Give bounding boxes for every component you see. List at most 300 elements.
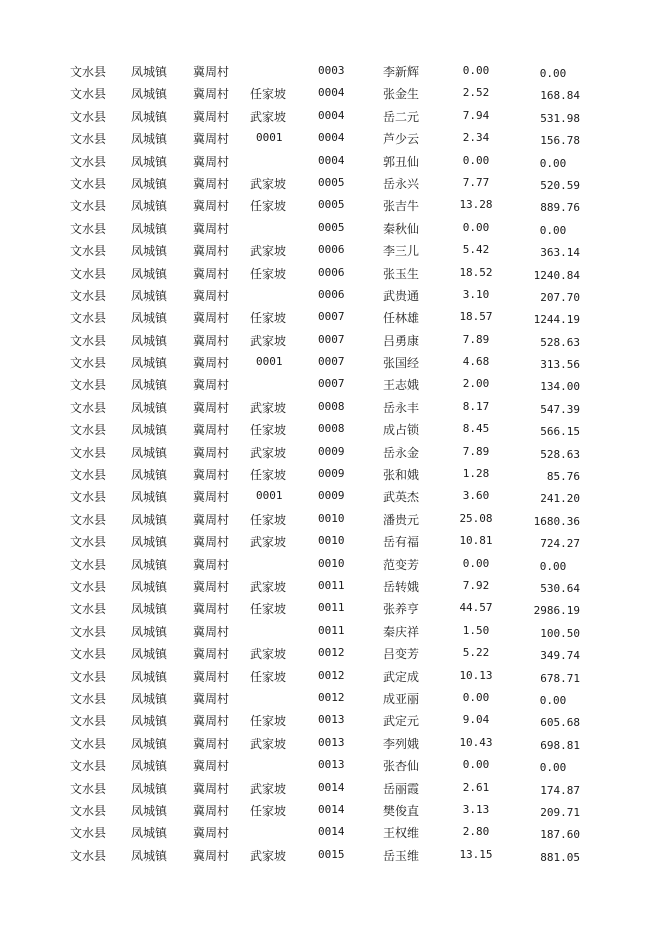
village-cell: 冀周村 (193, 736, 230, 751)
county-cell: 文水县 (70, 535, 107, 550)
county-cell: 文水县 (70, 848, 107, 863)
household-no-cell: 0013 (318, 735, 345, 749)
table-row (0, 217, 662, 239)
county-cell: 文水县 (70, 669, 107, 684)
village-cell: 冀周村 (193, 714, 230, 729)
county-cell: 文水县 (70, 154, 107, 169)
county-cell: 文水县 (70, 423, 107, 438)
village-cell: 冀周村 (193, 244, 230, 259)
name-cell: 岳玉维 (383, 848, 420, 863)
area-cell: 10.13 (459, 668, 493, 682)
area-cell: 1.28 (462, 467, 490, 481)
county-cell: 文水县 (70, 602, 107, 617)
household-no-cell: 0009 (318, 489, 345, 503)
name-cell: 武英杰 (383, 490, 420, 505)
household-no-cell: 0008 (318, 399, 345, 413)
name-cell: 岳永兴 (383, 176, 420, 191)
village-cell: 冀周村 (193, 848, 230, 863)
amount-cell: 698.81 (540, 738, 580, 752)
name-cell: 张养亨 (383, 602, 420, 617)
amount-cell: 0.00 (539, 761, 567, 775)
county-cell: 文水县 (70, 691, 107, 706)
name-cell: 吕勇康 (383, 333, 420, 348)
amount-cell: 889.76 (540, 201, 580, 215)
table-row (0, 105, 662, 127)
area-cell: 2.61 (462, 780, 490, 794)
county-cell: 文水县 (70, 624, 107, 639)
name-cell: 岳转娥 (383, 579, 420, 594)
table-row (0, 799, 662, 821)
household-no-cell: 0010 (318, 511, 345, 525)
name-cell: 王志娥 (383, 378, 420, 393)
county-cell: 文水县 (70, 132, 107, 147)
village-cell: 冀周村 (193, 781, 230, 796)
village-cell: 冀周村 (193, 288, 230, 303)
table-row (0, 262, 662, 284)
area-cell: 25.08 (459, 511, 493, 525)
county-cell: 文水县 (70, 445, 107, 460)
area-cell: 3.13 (462, 802, 490, 816)
town-cell: 凤城镇 (131, 781, 168, 796)
table-row (0, 373, 662, 395)
town-cell: 凤城镇 (131, 378, 168, 393)
group-cell: 任家坡 (250, 803, 287, 818)
table-row (0, 60, 662, 82)
town-cell: 凤城镇 (131, 288, 168, 303)
town-cell: 凤城镇 (131, 803, 168, 818)
county-cell: 文水县 (70, 65, 107, 79)
amount-cell: 1240.84 (533, 268, 580, 282)
town-cell: 凤城镇 (131, 848, 168, 863)
county-cell: 文水县 (70, 468, 107, 483)
area-cell: 13.28 (459, 198, 493, 212)
town-cell: 凤城镇 (131, 199, 168, 214)
village-cell: 冀周村 (193, 87, 230, 102)
town-cell: 凤城镇 (131, 176, 168, 191)
group-cell: 武家坡 (250, 736, 287, 751)
name-cell: 武贵通 (383, 288, 420, 303)
town-cell: 凤城镇 (131, 759, 168, 774)
household-no-cell: 0006 (318, 287, 345, 301)
table-row (0, 239, 662, 261)
amount-cell: 520.59 (540, 178, 580, 192)
county-cell: 文水县 (70, 356, 107, 371)
town-cell: 凤城镇 (131, 647, 168, 662)
group-cell: 任家坡 (250, 714, 287, 729)
amount-cell: 0.00 (539, 67, 567, 80)
name-cell: 张杏仙 (383, 759, 420, 774)
county-cell: 文水县 (70, 333, 107, 348)
village-cell: 冀周村 (193, 221, 230, 236)
amount-cell: 349.74 (540, 649, 580, 663)
county-cell: 文水县 (70, 736, 107, 751)
village-cell: 冀周村 (193, 826, 230, 841)
county-cell: 文水县 (70, 557, 107, 572)
town-cell: 凤城镇 (131, 109, 168, 124)
group-cell: 武家坡 (250, 333, 287, 348)
table-row (0, 463, 662, 485)
county-cell: 文水县 (70, 826, 107, 841)
town-cell: 凤城镇 (131, 423, 168, 438)
amount-cell: 2986.19 (533, 604, 580, 618)
amount-cell: 547.39 (540, 402, 580, 416)
village-cell: 冀周村 (193, 266, 230, 281)
household-no-cell: 0014 (318, 802, 345, 816)
town-cell: 凤城镇 (131, 669, 168, 684)
amount-cell: 187.60 (540, 828, 580, 842)
data-table (0, 60, 662, 866)
group-cell: 武家坡 (250, 848, 287, 863)
household-no-cell: 0004 (318, 153, 345, 167)
amount-cell: 0.00 (539, 156, 567, 170)
table-row (0, 485, 662, 507)
county-cell: 文水县 (70, 512, 107, 527)
area-cell: 2.80 (462, 825, 490, 839)
household-no-cell: 0013 (318, 758, 345, 772)
group-cell: 0001 (256, 131, 283, 145)
household-no-cell: 0006 (318, 265, 345, 279)
table-row (0, 844, 662, 866)
county-cell: 文水县 (70, 579, 107, 594)
town-cell: 凤城镇 (131, 221, 168, 236)
village-cell: 冀周村 (193, 557, 230, 572)
name-cell: 岳永丰 (383, 400, 420, 415)
area-cell: 0.00 (462, 556, 490, 570)
village-cell: 冀周村 (193, 691, 230, 706)
table-row (0, 418, 662, 440)
household-no-cell: 0007 (318, 310, 345, 324)
table-row (0, 329, 662, 351)
household-no-cell: 0012 (318, 690, 345, 704)
village-cell: 冀周村 (193, 624, 230, 639)
town-cell: 凤城镇 (131, 132, 168, 147)
area-cell: 18.57 (459, 310, 493, 324)
table-row (0, 194, 662, 216)
amount-cell: 134.00 (540, 380, 580, 394)
amount-cell: 881.05 (540, 850, 580, 864)
name-cell: 樊俊直 (383, 803, 420, 818)
county-cell: 文水县 (70, 378, 107, 393)
county-cell: 文水县 (70, 714, 107, 729)
name-cell: 张国经 (383, 356, 420, 371)
name-cell: 王权维 (383, 826, 420, 841)
area-cell: 0.00 (462, 690, 490, 704)
village-cell: 冀周村 (193, 311, 230, 326)
household-no-cell: 0010 (318, 556, 345, 570)
village-cell: 冀周村 (193, 647, 230, 662)
amount-cell: 530.64 (540, 581, 580, 595)
name-cell: 张玉生 (383, 266, 420, 281)
household-no-cell: 0004 (318, 131, 345, 145)
area-cell: 5.42 (462, 243, 490, 257)
name-cell: 任林雄 (383, 311, 420, 326)
county-cell: 文水县 (70, 221, 107, 236)
group-cell: 武家坡 (250, 109, 287, 124)
name-cell: 武定元 (383, 714, 420, 729)
area-cell: 0.00 (462, 220, 490, 234)
village-cell: 冀周村 (193, 378, 230, 393)
area-cell: 4.68 (462, 355, 490, 369)
area-cell: 7.94 (462, 108, 490, 122)
group-cell: 武家坡 (250, 781, 287, 796)
group-cell: 任家坡 (250, 199, 287, 214)
group-cell: 任家坡 (250, 602, 287, 617)
village-cell: 冀周村 (193, 669, 230, 684)
table-row (0, 732, 662, 754)
amount-cell: 207.70 (540, 290, 580, 304)
household-no-cell: 0006 (318, 243, 345, 257)
area-cell: 44.57 (459, 601, 493, 615)
town-cell: 凤城镇 (131, 154, 168, 169)
amount-cell: 531.98 (540, 111, 580, 125)
table-row (0, 620, 662, 642)
village-cell: 冀周村 (193, 65, 230, 79)
table-row (0, 821, 662, 843)
group-cell: 武家坡 (250, 445, 287, 460)
name-cell: 武定成 (383, 669, 420, 684)
group-cell: 武家坡 (250, 176, 287, 191)
amount-cell: 168.84 (540, 89, 580, 103)
town-cell: 凤城镇 (131, 736, 168, 751)
amount-cell: 566.15 (540, 425, 580, 439)
household-no-cell: 0013 (318, 713, 345, 727)
table-row (0, 284, 662, 306)
table-row (0, 396, 662, 418)
area-cell: 8.45 (462, 422, 490, 436)
county-cell: 文水县 (70, 109, 107, 124)
village-cell: 冀周村 (193, 423, 230, 438)
group-cell: 武家坡 (250, 647, 287, 662)
village-cell: 冀周村 (193, 759, 230, 774)
village-cell: 冀周村 (193, 468, 230, 483)
county-cell: 文水县 (70, 176, 107, 191)
group-cell: 武家坡 (250, 400, 287, 415)
name-cell: 李三儿 (383, 244, 420, 259)
amount-cell: 241.20 (540, 492, 580, 506)
table-row (0, 306, 662, 328)
amount-cell: 0.00 (539, 223, 567, 237)
town-cell: 凤城镇 (131, 490, 168, 505)
county-cell: 文水县 (70, 87, 107, 102)
household-no-cell: 0005 (318, 198, 345, 212)
town-cell: 凤城镇 (131, 579, 168, 594)
household-no-cell: 0007 (318, 377, 345, 391)
household-no-cell: 0009 (318, 444, 345, 458)
table-row (0, 642, 662, 664)
area-cell: 5.22 (462, 646, 490, 660)
household-no-cell: 0011 (318, 623, 345, 637)
household-no-cell: 0014 (318, 825, 345, 839)
town-cell: 凤城镇 (131, 356, 168, 371)
table-row (0, 553, 662, 575)
village-cell: 冀周村 (193, 176, 230, 191)
amount-cell: 0.00 (539, 693, 567, 707)
amount-cell: 724.27 (540, 537, 580, 551)
name-cell: 芦少云 (383, 132, 420, 147)
amount-cell: 605.68 (540, 716, 580, 730)
table-row (0, 597, 662, 619)
town-cell: 凤城镇 (131, 691, 168, 706)
area-cell: 1.50 (462, 623, 490, 637)
village-cell: 冀周村 (193, 333, 230, 348)
name-cell: 张吉牛 (383, 199, 420, 214)
village-cell: 冀周村 (193, 579, 230, 594)
household-no-cell: 0014 (318, 780, 345, 794)
table-row (0, 150, 662, 172)
town-cell: 凤城镇 (131, 87, 168, 102)
name-cell: 秦庆祥 (383, 624, 420, 639)
name-cell: 李列娥 (383, 736, 420, 751)
household-no-cell: 0011 (318, 578, 345, 592)
town-cell: 凤城镇 (131, 535, 168, 550)
group-cell: 任家坡 (250, 512, 287, 527)
amount-cell: 209.71 (540, 805, 580, 819)
town-cell: 凤城镇 (131, 468, 168, 483)
household-no-cell: 0003 (318, 64, 345, 77)
amount-cell: 528.63 (540, 447, 580, 461)
area-cell: 10.81 (459, 534, 493, 548)
area-cell: 3.60 (462, 489, 490, 503)
household-no-cell: 0015 (318, 847, 345, 861)
group-cell: 武家坡 (250, 579, 287, 594)
group-cell: 0001 (256, 355, 283, 369)
name-cell: 李新辉 (383, 65, 420, 79)
household-no-cell: 0009 (318, 467, 345, 481)
town-cell: 凤城镇 (131, 400, 168, 415)
amount-cell: 313.56 (540, 358, 580, 372)
household-no-cell: 0012 (318, 646, 345, 660)
county-cell: 文水县 (70, 803, 107, 818)
town-cell: 凤城镇 (131, 602, 168, 617)
table-row (0, 172, 662, 194)
group-cell: 任家坡 (250, 311, 287, 326)
village-cell: 冀周村 (193, 199, 230, 214)
county-cell: 文水县 (70, 400, 107, 415)
town-cell: 凤城镇 (131, 714, 168, 729)
area-cell: 13.15 (459, 847, 493, 861)
village-cell: 冀周村 (193, 109, 230, 124)
town-cell: 凤城镇 (131, 333, 168, 348)
county-cell: 文水县 (70, 759, 107, 774)
town-cell: 凤城镇 (131, 311, 168, 326)
group-cell: 任家坡 (250, 423, 287, 438)
village-cell: 冀周村 (193, 512, 230, 527)
village-cell: 冀周村 (193, 132, 230, 147)
table-row (0, 777, 662, 799)
town-cell: 凤城镇 (131, 512, 168, 527)
town-cell: 凤城镇 (131, 244, 168, 259)
name-cell: 张和娥 (383, 468, 420, 483)
area-cell: 8.17 (462, 399, 490, 413)
area-cell: 2.52 (462, 86, 490, 100)
table-row (0, 508, 662, 530)
table-row (0, 351, 662, 373)
group-cell: 任家坡 (250, 266, 287, 281)
area-cell: 7.89 (462, 444, 490, 458)
name-cell: 秦秋仙 (383, 221, 420, 236)
county-cell: 文水县 (70, 244, 107, 259)
amount-cell: 678.71 (540, 671, 580, 685)
name-cell: 吕变芳 (383, 647, 420, 662)
area-cell: 9.04 (462, 713, 490, 727)
table-row (0, 709, 662, 731)
area-cell: 10.43 (459, 735, 493, 749)
amount-cell: 174.87 (540, 783, 580, 797)
household-no-cell: 0004 (318, 86, 345, 100)
name-cell: 范变芳 (383, 557, 420, 572)
household-no-cell: 0005 (318, 175, 345, 189)
town-cell: 凤城镇 (131, 624, 168, 639)
amount-cell: 156.78 (540, 134, 580, 148)
household-no-cell: 0008 (318, 422, 345, 436)
household-no-cell: 0007 (318, 332, 345, 346)
amount-cell: 528.63 (540, 335, 580, 349)
area-cell: 0.00 (462, 153, 490, 167)
group-cell: 任家坡 (250, 87, 287, 102)
village-cell: 冀周村 (193, 803, 230, 818)
county-cell: 文水县 (70, 490, 107, 505)
village-cell: 冀周村 (193, 400, 230, 415)
town-cell: 凤城镇 (131, 557, 168, 572)
area-cell: 7.92 (462, 578, 490, 592)
table-row (0, 754, 662, 776)
table-row (0, 530, 662, 552)
household-no-cell: 0004 (318, 108, 345, 122)
table-row (0, 82, 662, 104)
county-cell: 文水县 (70, 199, 107, 214)
area-cell: 0.00 (462, 758, 490, 772)
area-cell: 7.89 (462, 332, 490, 346)
village-cell: 冀周村 (193, 154, 230, 169)
household-no-cell: 0011 (318, 601, 345, 615)
county-cell: 文水县 (70, 311, 107, 326)
household-no-cell: 0010 (318, 534, 345, 548)
county-cell: 文水县 (70, 266, 107, 281)
name-cell: 郭丑仙 (383, 154, 420, 169)
table-row (0, 127, 662, 149)
village-cell: 冀周村 (193, 490, 230, 505)
amount-cell: 1244.19 (533, 313, 580, 327)
town-cell: 凤城镇 (131, 445, 168, 460)
group-cell: 武家坡 (250, 244, 287, 259)
group-cell: 0001 (256, 489, 283, 503)
name-cell: 岳有福 (383, 535, 420, 550)
county-cell: 文水县 (70, 781, 107, 796)
name-cell: 张金生 (383, 87, 420, 102)
name-cell: 潘贵元 (383, 512, 420, 527)
amount-cell: 85.76 (546, 470, 580, 484)
village-cell: 冀周村 (193, 535, 230, 550)
county-cell: 文水县 (70, 647, 107, 662)
area-cell: 18.52 (459, 265, 493, 279)
town-cell: 凤城镇 (131, 826, 168, 841)
area-cell: 2.00 (462, 377, 490, 391)
group-cell: 武家坡 (250, 535, 287, 550)
area-cell: 7.77 (462, 175, 490, 189)
table-row (0, 441, 662, 463)
name-cell: 成亚丽 (383, 691, 420, 706)
amount-cell: 100.50 (540, 626, 580, 640)
name-cell: 岳丽霞 (383, 781, 420, 796)
county-cell: 文水县 (70, 288, 107, 303)
name-cell: 岳二元 (383, 109, 420, 124)
table-row (0, 575, 662, 597)
village-cell: 冀周村 (193, 356, 230, 371)
group-cell: 任家坡 (250, 669, 287, 684)
village-cell: 冀周村 (193, 445, 230, 460)
area-cell: 3.10 (462, 287, 490, 301)
table-row (0, 665, 662, 687)
